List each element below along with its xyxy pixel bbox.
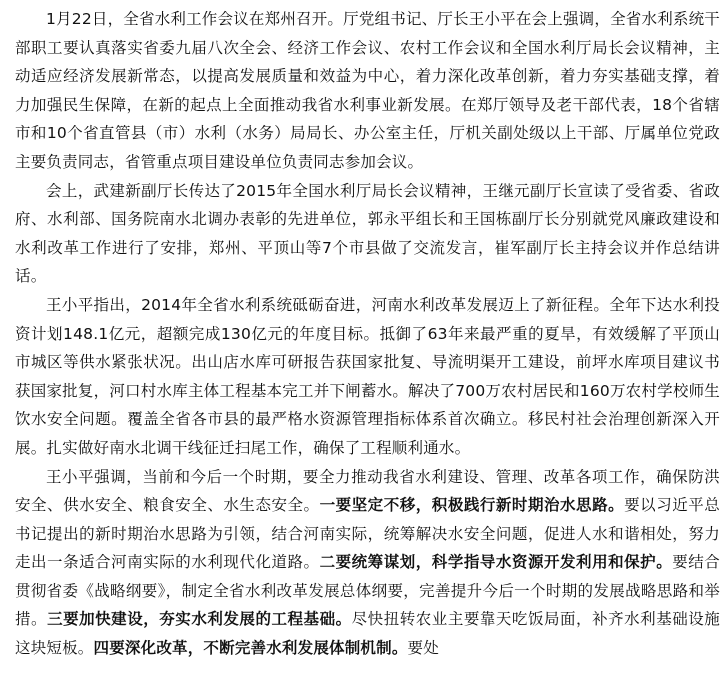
paragraph-text: 王小平强调，当前和今后一个时期，要全力推动我省水利建设、管理、改革各项工作，确保防洪安全、供水安全、粮食安全、水生态安全。 — [15, 467, 720, 515]
paragraph-text: 要结合贯彻省委《战略纲要》，制定全省水利改革发展总体纲要，完善提升今后一个时期的发展战略思路和举措。 — [15, 553, 720, 629]
key-point-3: 三要加快建设，夯实水利发展的工程基础。 — [47, 610, 352, 629]
paragraph-text: 要处 — [407, 639, 439, 658]
paragraph-meeting-intro — [15, 5, 720, 177]
paragraph-key-tasks — [15, 463, 720, 663]
key-point-2: 二要统筹谋划，科学指导水资源开发利用和保护。 — [319, 553, 673, 572]
paragraph-text: 要以习近平总书记提出的新时期治水思路为引领，结合河南实际，统筹解决水安全问题，促进人水和谐相处，努力走出一条适合河南实际的水利现代化道路。 — [15, 496, 721, 572]
paragraph-text: 1月22日，全省水利工作会议在郑州召开。厅党组书记、厅长王小平在会上强调，全省水利系统干部职工要认真落实省委九届八次全会、经济工作会议、农村工作会议和全国水利厅局长会议精神，主动适应经济发展新常态，以提高发展质量和效益为中心，着力深化改革创新，着力夯实基础支撑，着力加强民生保障，在新的起点上全面推动我省水利事业新发展。在郑厅领导及老干部代表，18个省辖市和10个省直管县（市）水利（水务）局局长、办公室主任，厅机关副处级以上干部、厅属单位党政主要负责同志，省管重点项目建设单位负责同志参加会议。 — [15, 10, 720, 171]
paragraph-text: 会上，武建新副厅长传达了2015年全国水利厅局长会议精神，王继元副厅长宣读了受省委、省政府、水利部、国务院南水北调办表彰的先进单位，郭永平组长和王国栋副厅长分别就党风廉政建设和水利改革工作进行了安排，郑州、平顶山等7个市县做了交流发言，崔军副厅长主持会议并作总结讲话。 — [15, 181, 720, 286]
key-point-1: 一要坚定不移，积极践行新时期治水思路。 — [319, 496, 625, 515]
paragraph-2014-review — [15, 291, 720, 463]
paragraph-text: 王小平指出，2014年全省水利系统砥砺奋进，河南水利改革发展迈上了新征程。全年下达水利投资计划148.1亿元，超额完成130亿元的年度目标。抵御了63年来最严重的夏旱，有效缓解了平顶山市城区等供水紧张状况。出山店水库可研报告获国家批复、导流明渠开工建设，前坪水库项目建议书获国家批复，河口村水库主体工程基本完工并下闸蓄水。解决了700万农村居民和160万农村学校师生饮水安全问题。覆盖全省各市县的最严格水资源管理指标体系首次确立。移民村社会治理创新深入开展。扎实做好南水北调干线征迁扫尾工作，确保了工程顺利通水。 — [15, 295, 720, 457]
paragraph-meeting-agenda — [15, 177, 720, 291]
paragraph-text: 尽快扭转农业主要靠天吃饭局面，补齐水利基础设施这块短板。 — [15, 610, 720, 658]
key-point-4: 四要深化改革，不断完善水利发展体制机制。 — [93, 639, 408, 658]
